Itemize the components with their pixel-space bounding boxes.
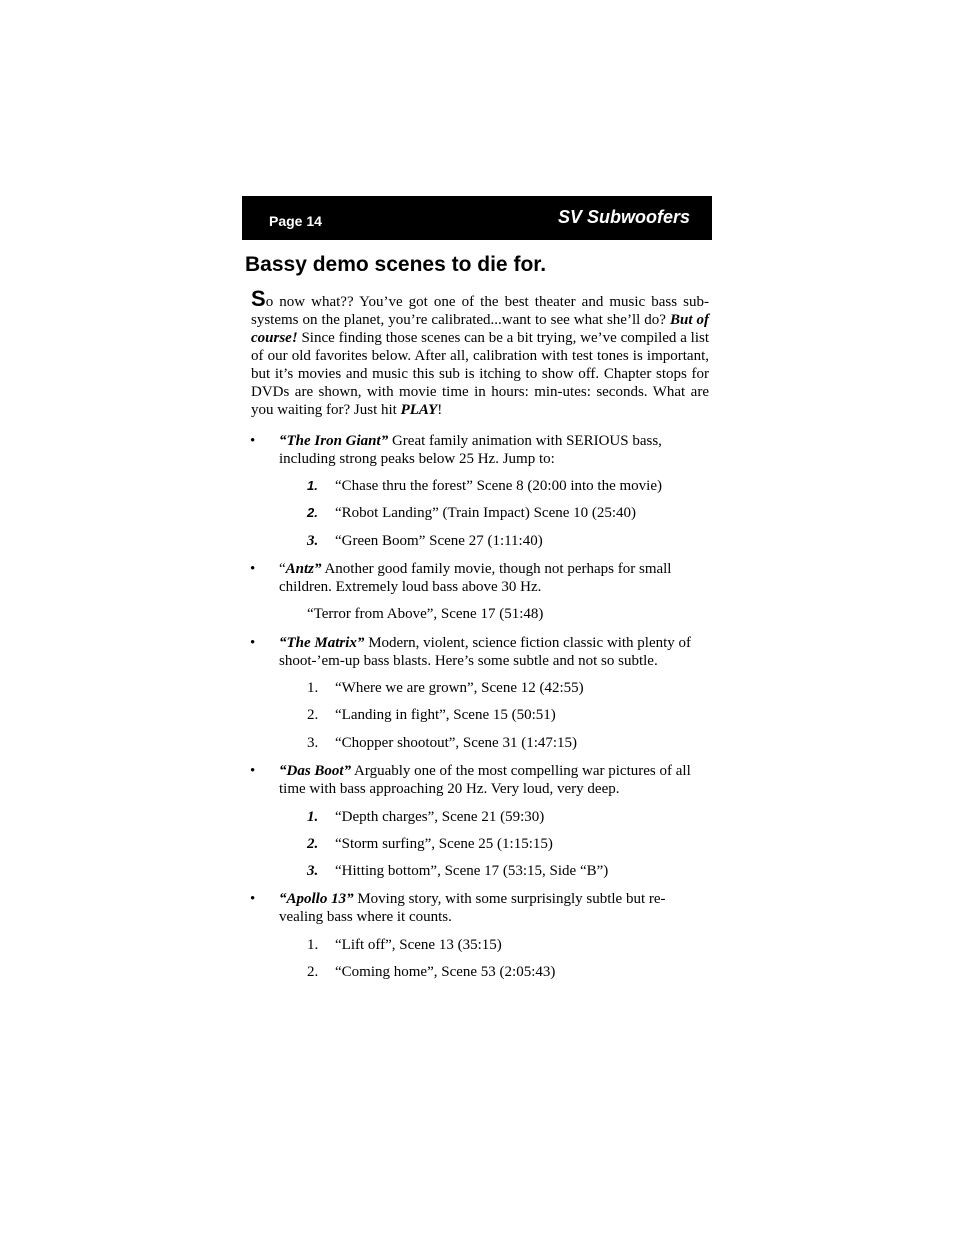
movie-item [250,762,710,798]
intro-emphasis-1: But of course! [251,312,709,346]
scene-text: “Hitting bottom”, Scene 17 (53:15, Side “B”) [335,863,609,879]
movie-title: Antz” [285,561,322,577]
bullet-icon: • [250,561,256,577]
page-header [242,196,712,240]
scene-number: 1. [307,937,319,953]
scene-text: “Green Boom” Scene 27 (1:11:40) [335,533,543,549]
scene-number: 2. [307,836,319,852]
intro-text-3: ! [437,402,443,418]
movie-title-prefix: “ [279,561,286,577]
dropcap: S [251,286,266,311]
scene-item [307,963,555,981]
scene-item [307,706,556,724]
scene-item [307,936,502,954]
movie-item [250,560,710,596]
intro-text-1: o now what?? You’ve got one of the best theater and music bass sub-systems on the planet, you’re calibrated...want to see what she’ll do? [251,294,709,328]
scene-item [307,734,577,752]
scene-text: “Terror from Above”, Scene 17 (51:48) [307,606,544,622]
intro-emphasis-play: PLAY [400,402,438,418]
scene-text: “Depth charges”, Scene 21 (59:30) [335,809,545,825]
scene-item [307,532,543,550]
scene-number: 2. [307,964,319,980]
scene-number: 1. [307,478,318,493]
scene-text: “Robot Landing” (Train Impact) Scene 10 (25:40) [335,505,637,521]
scene-text: “Chase thru the forest” Scene 8 (20:00 into the movie) [335,478,662,494]
intro-paragraph [251,286,709,419]
scene-text: “Storm surfing”, Scene 25 (1:15:15) [335,836,553,852]
bullet-icon: • [250,635,256,651]
scene-text: “Where we are grown”, Scene 12 (42:55) [335,680,584,696]
bullet-icon: • [250,433,256,449]
movie-description: Great family animation with SERIOUS bass, including strong peaks below 25 Hz. Jump to: [279,433,662,467]
scene-item [307,679,584,697]
bullet-icon: • [250,763,256,779]
scene-number: 3. [307,533,319,549]
movie-item [250,634,710,670]
scene-item [307,477,662,495]
movie-description: Modern, violent, science fiction classic with plenty of shoot-’em-up bass blasts. Here’s some subtle and not so subtle. [279,635,692,669]
scene-number: 2. [307,505,318,520]
page-number: Page 14 [269,213,322,229]
bullet-icon: • [250,891,256,907]
scene-item [307,808,544,826]
movie-title: “The Iron Giant” [279,433,389,449]
scene-number: 3. [307,863,319,879]
movie-description: Another good family movie, though not perhaps for small children. Extremely loud bass above 30 Hz. [279,561,672,595]
brand-title: SV Subwoofers [557,207,690,227]
section-title: Bassy demo scenes to die for. [245,253,547,276]
scene-item [307,862,608,880]
movie-description: Arguably one of the most compelling war pictures of all time with bass approaching 20 Hz. Very loud, very deep. [279,763,691,797]
movie-title: “The Matrix” [279,635,365,651]
movie-description: Moving story, with some surprisingly subtle but re-vealing bass where it counts. [279,891,666,925]
movie-item [250,432,710,468]
intro-text-2: Since finding those scenes can be a bit trying, we’ve compiled a list of our old favorites below. After all, calibration with test tones is important, but it’s movies and music this sub is itching to show off. Chapter stops for DVDs are shown, with movie time in hours: min-utes: seconds. What are you waiting for? Just hit [251,330,709,418]
scene-text: “Chopper shootout”, Scene 31 (1:47:15) [335,735,578,751]
scene-number: 2. [307,707,319,723]
scene-item [307,504,636,522]
scene-number: 1. [307,680,319,696]
scene-text: “Coming home”, Scene 53 (2:05:43) [335,964,556,980]
scene-text: “Landing in fight”, Scene 15 (50:51) [335,707,556,723]
scene-number: 1. [307,809,319,825]
movie-title: “Apollo 13” [279,891,354,907]
scene-number: 3. [307,735,319,751]
movie-item [250,890,710,926]
scene-text: “Lift off”, Scene 13 (35:15) [335,937,502,953]
movie-title: “Das Boot” [279,763,352,779]
scene-item [307,835,553,853]
